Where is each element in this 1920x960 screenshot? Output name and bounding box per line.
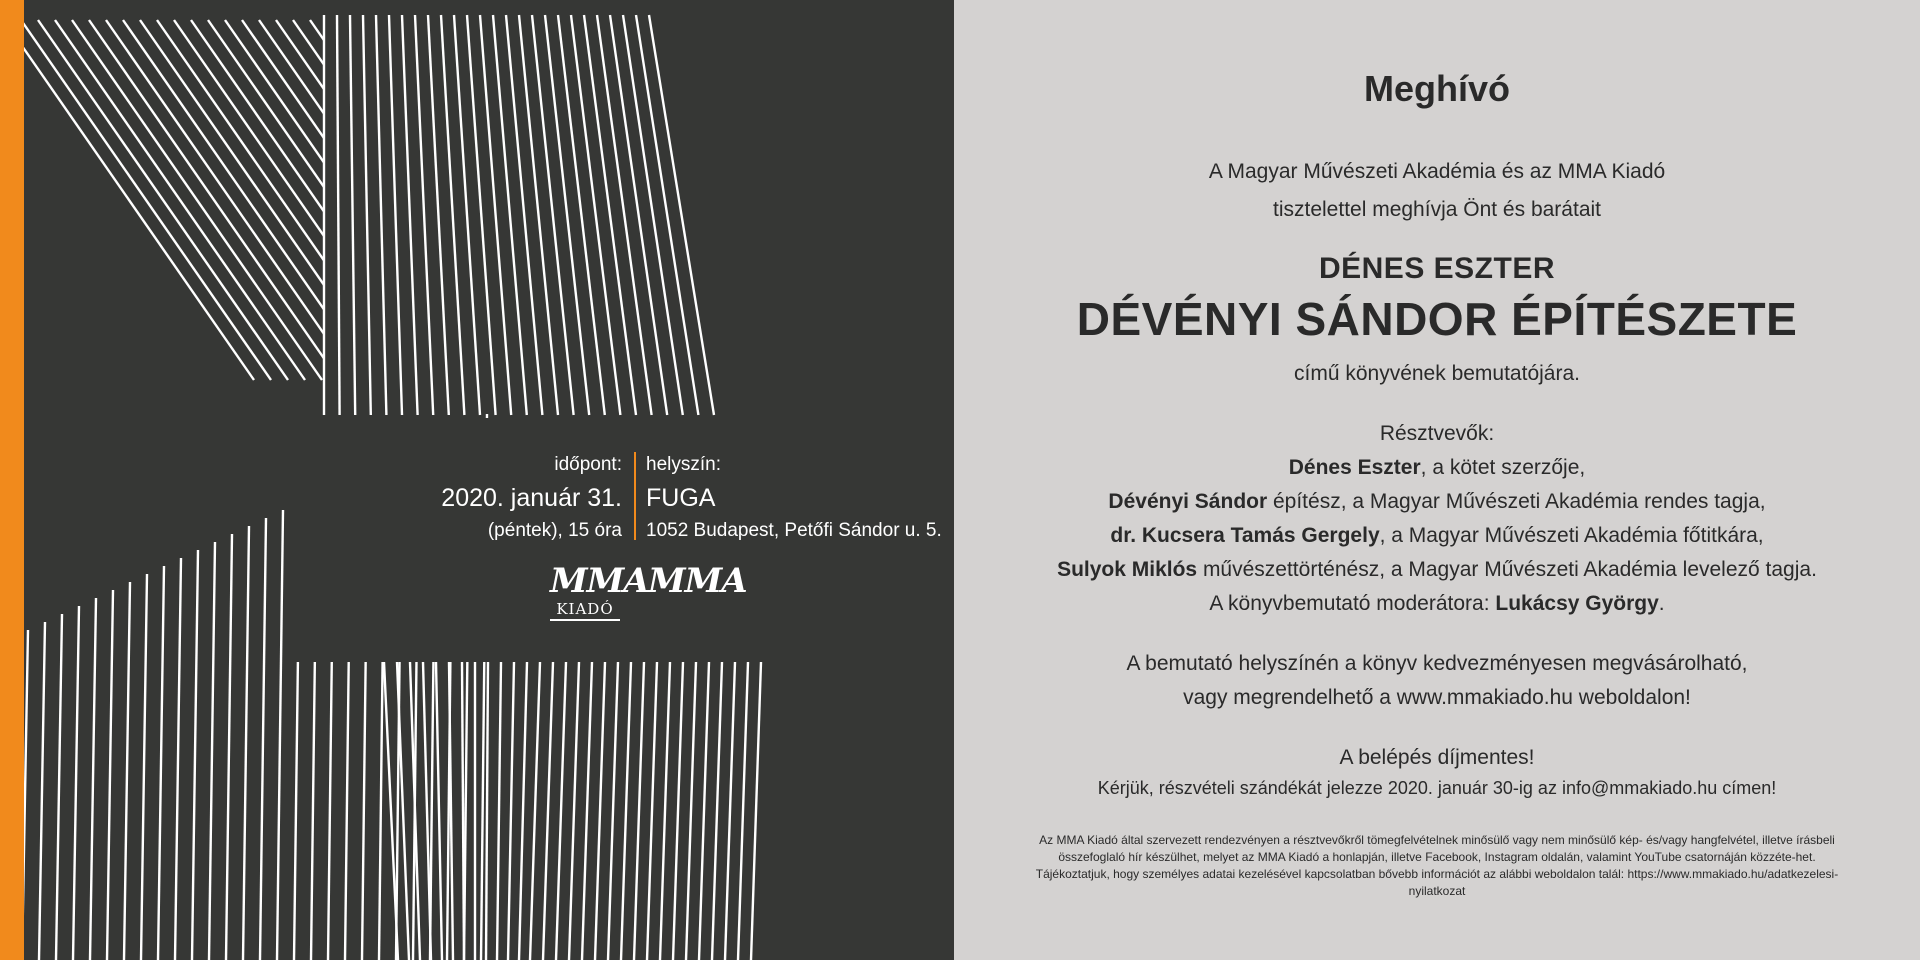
art-stripe (260, 518, 266, 960)
art-stripe (38, 20, 288, 380)
art-stripe (124, 582, 130, 960)
participants-label: Résztvevők: (1379, 422, 1495, 445)
author-heading: DÉNES ESZTER (1318, 252, 1556, 285)
participant-row (954, 558, 1920, 582)
mma-kiado-logo (550, 561, 649, 621)
art-stripe (55, 20, 305, 380)
location-label: helyszín: (646, 454, 721, 475)
event-hour: (péntek), 15 óra (487, 520, 622, 541)
mma-kiado-logo-mark: MMA (550, 561, 649, 601)
invitation-title: Meghívó (1363, 68, 1510, 109)
event-date: 2020. január 31. (441, 484, 622, 512)
event-time (48, 452, 622, 544)
art-stripe (89, 20, 339, 380)
participant-name: Sulyok Miklós (1057, 558, 1198, 581)
moderator-prefix: A könyvbemutató moderátora: (1209, 592, 1496, 615)
participant-role: művészettörténész, a Magyar Művészeti Akadémia levelező tagja. (1197, 558, 1817, 581)
art-stripe (90, 598, 96, 960)
purchase-line-1: A bemutató helyszínén a könyv kedvezményesen megvásárolható, (1126, 652, 1748, 675)
moderator-name: Lukácsy György (1495, 592, 1659, 615)
art-stripe (107, 590, 113, 960)
art-stripe (175, 558, 181, 960)
participant-name: Dévényi Sándor (1108, 490, 1268, 513)
intro-line-2: tisztelettel meghívja Önt és barátait (1273, 198, 1601, 221)
privacy-disclaimer: Az MMA Kiadó által szervezett rendezvényen a résztvevőkről tömegfelvételnek minősülő vagy nem minősülő kép- és/vagy hangfelvétel, illetve írásbeli összefoglaló hír készülhet, melyet az MMA Kiadó a honlapján, illetve Facebook, Instagram oldalán, valamint YouTube csatornáján közzéte-het. Tájékoztatjuk, hogy személyes adatai kezelésével kapcsolatban bővebb információt az alábbi weboldalon talál: https://www.mmakiado.hu/adatkezelesi-nyilatkozat (1035, 833, 1839, 898)
participant-name: dr. Kucsera Tamás Gergely (1110, 524, 1380, 547)
free-entry-note: A belépés díjmentes! (1339, 746, 1535, 769)
art-stripe (141, 574, 147, 960)
mma-kiado-logo-sub: KIADÓ (550, 600, 620, 621)
info-divider (634, 452, 636, 540)
book-title: DÉVÉNYI SÁNDOR ÉPÍTÉSZETE (1076, 293, 1798, 345)
cover-artwork-panel (24, 0, 954, 960)
participant-row (954, 456, 1920, 480)
art-stripe (277, 510, 283, 960)
art-stripe (24, 630, 28, 960)
mma-logo: MMA (648, 561, 747, 601)
art-stripe (24, 20, 271, 380)
accent-strip (0, 0, 24, 960)
book-suffix: című könyvének bemutatójára. (1294, 362, 1580, 385)
moderator-suffix: . (1658, 592, 1665, 615)
art-stripe (39, 622, 45, 960)
venue-name: FUGA (646, 484, 716, 512)
participant-row (954, 490, 1920, 514)
participant-role: , a kötet szerzője, (1420, 456, 1586, 479)
event-location (646, 452, 942, 544)
venue-address: 1052 Budapest, Petőfi Sándor u. 5. (646, 520, 942, 541)
art-stripe (192, 550, 198, 960)
art-stripe (243, 526, 249, 960)
participant-role: építész, a Magyar Művészeti Akadémia rendes tagja, (1267, 490, 1766, 513)
art-stripe (72, 20, 322, 380)
time-label: időpont: (554, 454, 622, 475)
art-stripe (226, 534, 232, 960)
art-stripe (209, 542, 215, 960)
art-stripe (106, 20, 356, 380)
participant-row (954, 524, 1920, 548)
participant-name: Dénes Eszter (1288, 456, 1421, 479)
rsvp-note: Kérjük, részvételi szándékát jelezze 2020. január 30-ig az info@mmakiado.hu címen! (1097, 778, 1777, 798)
moderator-line (954, 592, 1920, 616)
art-stripe (158, 566, 164, 960)
participant-role: , a Magyar Művészeti Akadémia főtitkára, (1379, 524, 1764, 547)
invitation-text-panel (954, 0, 1920, 960)
purchase-line-2: vagy megrendelhető a www.mmakiado.hu weboldalon! (1183, 686, 1691, 709)
art-stripe (73, 606, 79, 960)
art-stripe (56, 614, 62, 960)
intro-line-1: A Magyar Művészeti Akadémia és az MMA Kiadó (1208, 160, 1666, 183)
